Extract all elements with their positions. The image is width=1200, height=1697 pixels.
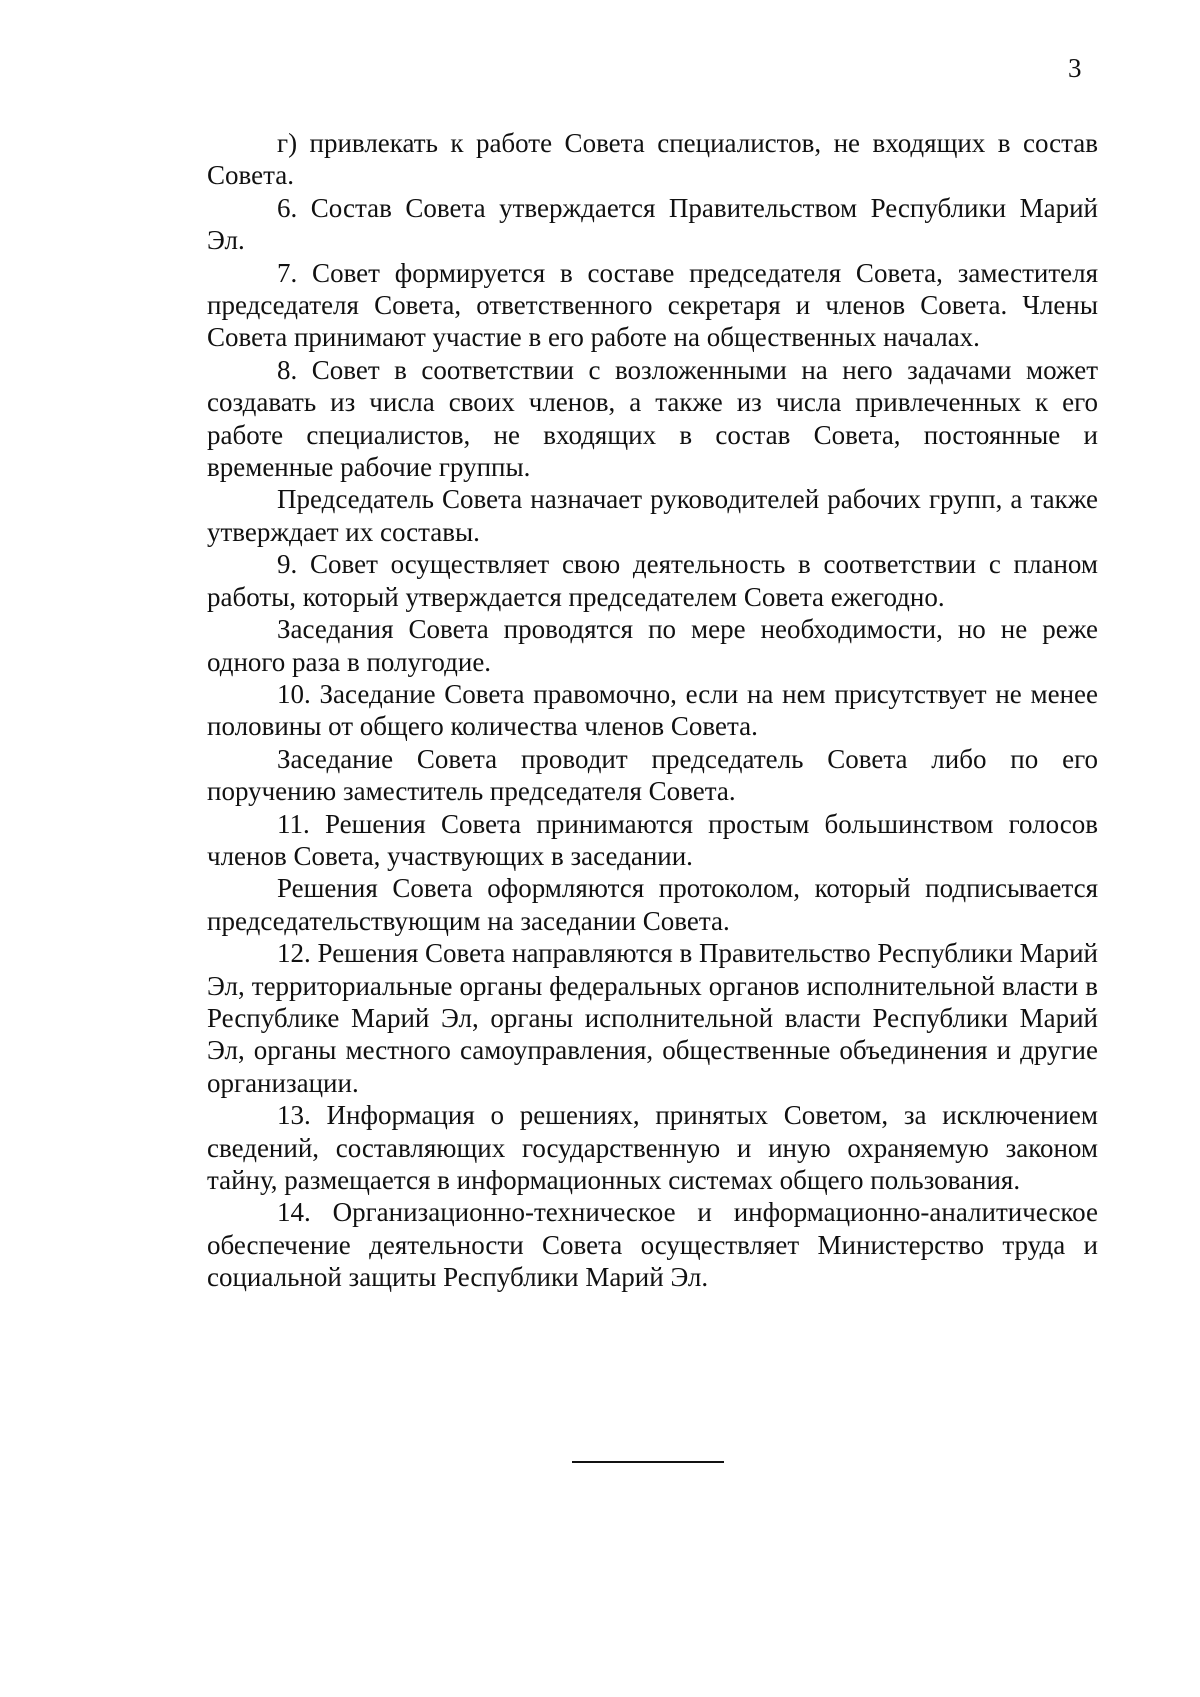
paragraph-14: 14. Организационно-техническое и информационно-аналитическое обеспечение деятельности Совета осуществляет Министерство труда и социальной защиты Республики Марий Эл. bbox=[207, 1197, 1098, 1293]
paragraph-11-continuation: Решения Совета оформляются протоколом, который подписывается председательствующим на заседании Совета. bbox=[207, 873, 1098, 936]
closing-divider bbox=[572, 1461, 724, 1463]
paragraph-item-g: г) привлекать к работе Совета специалистов, не входящих в состав Совета. bbox=[207, 128, 1098, 191]
paragraph-9-continuation: Заседания Совета проводятся по мере необходимости, но не реже одного раза в полугодие. bbox=[207, 614, 1098, 677]
paragraph-7: 7. Совет формируется в составе председателя Совета, заместителя председателя Совета, ответственного секретаря и членов Совета. Члены Совета принимают участие в его работе на общественных началах. bbox=[207, 257, 1098, 353]
paragraph-8: 8. Совет в соответствии с возложенными на него задачами может создавать из числа своих членов, а также из числа привлеченных к его работе специалистов, не входящих в состав Совета, постоянные и временные рабочие группы. bbox=[207, 354, 1098, 483]
paragraph-13: 13. Информация о решениях, принятых Советом, за исключением сведений, составляющих государственную и иную охраняемую законом тайну, размещается в информационных системах общего пользования. bbox=[207, 1100, 1098, 1195]
page-number: 3 bbox=[1068, 53, 1082, 83]
paragraph-11: 11. Решения Совета принимаются простым большинством голосов членов Совета, участвующих в заседании. bbox=[207, 808, 1098, 871]
paragraph-10: 10. Заседание Совета правомочно, если на нем присутствует не менее половины от общего количества членов Совета. bbox=[207, 678, 1098, 742]
paragraph-9: 9. Совет осуществляет свою деятельность в соответствии с планом работы, который утверждается председателем Совета ежегодно. bbox=[207, 549, 1098, 612]
paragraph-12: 12. Решения Совета направляются в Правительство Республики Марий Эл, территориальные органы федеральных органов исполнительной власти в Республике Марий Эл, органы исполнительной власти Республики Марий Эл, органы местного самоуправления, общественные объединения и другие организации. bbox=[207, 938, 1098, 1098]
paragraph-6: 6. Состав Совета утверждается Правительством Республики Марий Эл. bbox=[207, 192, 1098, 256]
paragraph-8-continuation: Председатель Совета назначает руководителей рабочих групп, а также утверждает их составы. bbox=[207, 484, 1098, 547]
paragraph-10-continuation: Заседание Совета проводит председатель Совета либо по его поручению заместитель председателя Совета. bbox=[207, 743, 1098, 807]
document-body bbox=[207, 127, 1098, 1294]
